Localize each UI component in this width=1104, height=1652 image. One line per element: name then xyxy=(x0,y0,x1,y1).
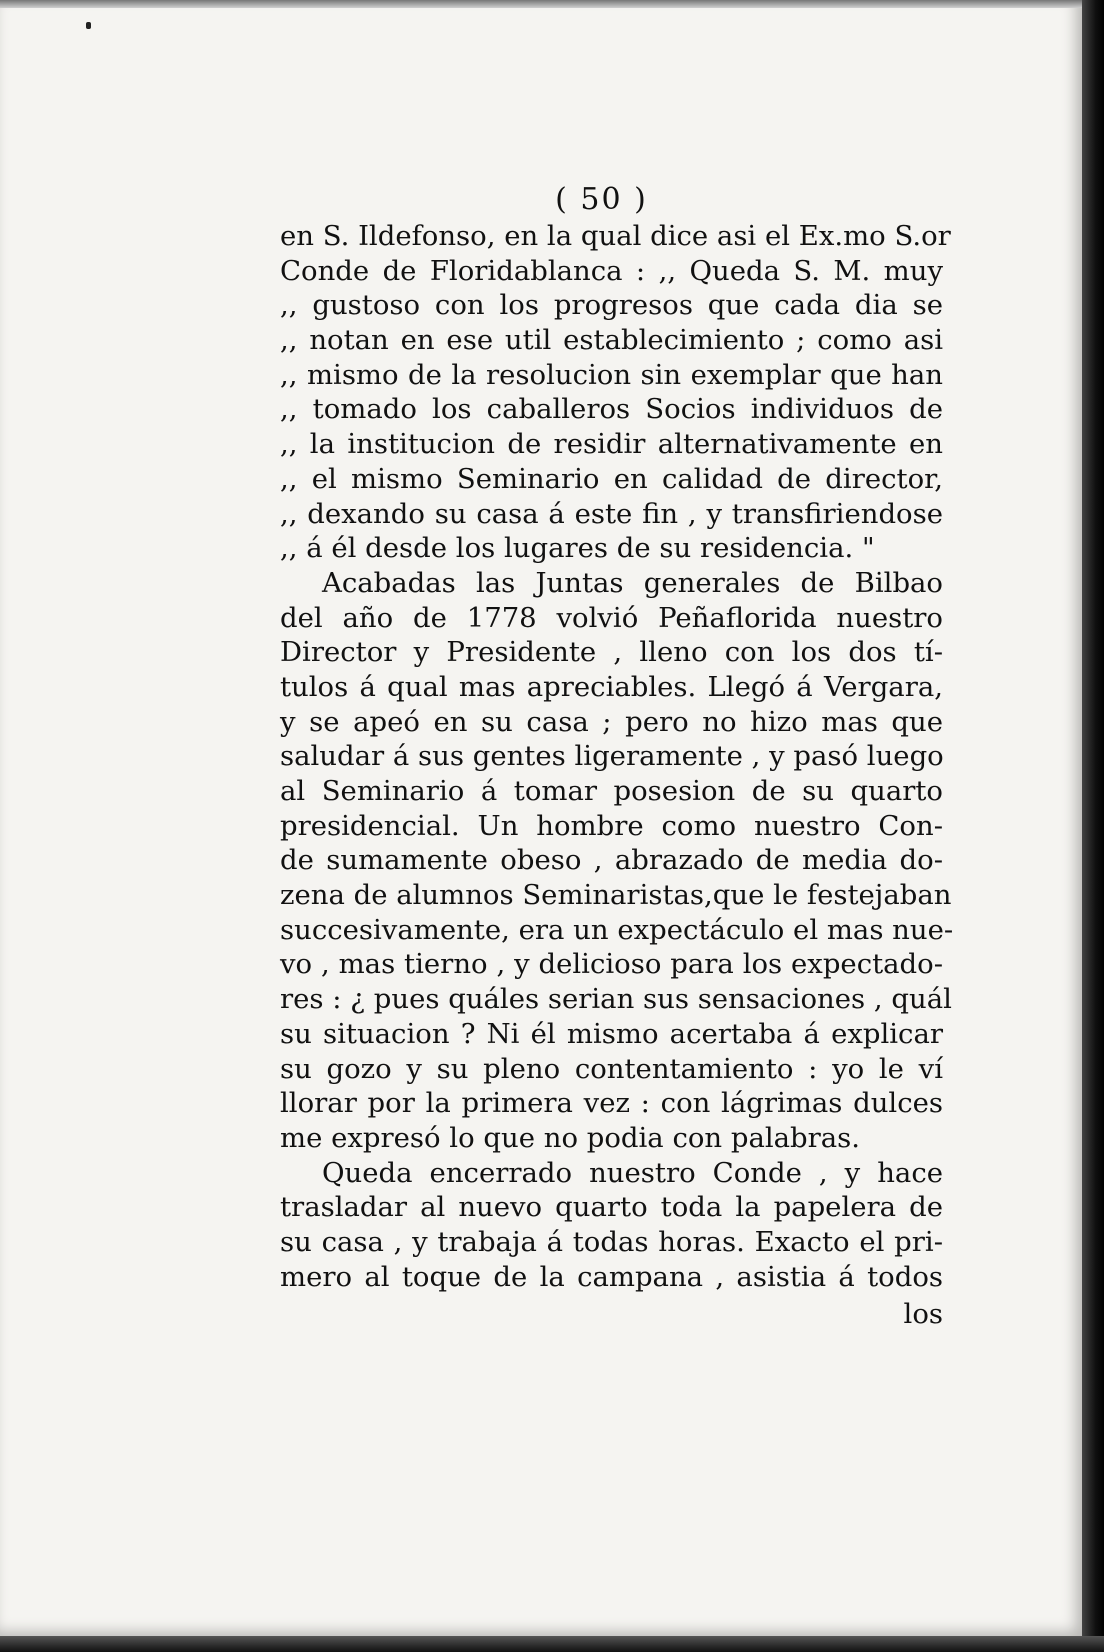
text-line: su casa , y trabaja á todas horas. Exacto el pri- xyxy=(280,1225,943,1258)
text-line: y se apeó en su casa ; pero no hizo mas que xyxy=(280,705,943,738)
catchword-row xyxy=(280,1294,943,1334)
text-line: ,, el mismo Seminario en calidad de director, xyxy=(280,462,943,495)
text-line: ,, mismo de la resolucion sin exemplar que han xyxy=(280,358,943,391)
page-text-block xyxy=(280,182,954,1334)
text-line: zena de alumnos Seminaristas,que le festejaban xyxy=(280,879,952,912)
scan-top-edge xyxy=(0,0,1082,8)
text-line: al Seminario á tomar posesion de su quarto xyxy=(280,775,943,807)
text-line: Conde de Floridablanca : ,, Queda S. M. muy xyxy=(280,254,943,287)
scan-right-edge xyxy=(1082,0,1104,1652)
text-line: saludar á sus gentes ligeramente , y pasó luego xyxy=(280,740,944,773)
text-line: presidencial. Un hombre como nuestro Con- xyxy=(280,809,943,842)
text-line: ,, tomado los caballeros Socios individuos de xyxy=(280,393,943,426)
paragraph-start-line: Acabadas las Juntas generales de Bilbao xyxy=(322,566,943,599)
scan-bottom-edge xyxy=(0,1636,1104,1652)
text-line: ,, dexando su casa á este fin , y transfiriendose xyxy=(280,497,943,530)
text-line: vo , mas tierno , y delicioso para los expectado- xyxy=(280,948,943,981)
text-line: de sumamente obeso , abrazado de media do- xyxy=(280,844,943,877)
text-line: succesivamente, era un expectáculo el mas nue- xyxy=(280,913,954,946)
text-line: ,, gustoso con los progresos que cada dia se xyxy=(280,289,943,322)
text-line: res : ¿ pues quáles serian sus sensaciones , quál xyxy=(280,983,952,1016)
text-line: su gozo y su pleno contentamiento : yo le ví xyxy=(280,1052,943,1085)
text-line: llorar por la primera vez : con lágrimas dulces xyxy=(280,1087,943,1120)
ink-speck xyxy=(86,22,91,29)
text-line: trasladar al nuevo quarto toda la papelera de xyxy=(280,1191,943,1224)
text-line: me expresó lo que no podia con palabras. xyxy=(280,1121,861,1154)
text-line: su situacion ? Ni él mismo acertaba á explicar xyxy=(280,1017,943,1050)
paragraph-start-line: Queda encerrado nuestro Conde , y hace xyxy=(322,1156,943,1189)
page-number: ( 50 ) xyxy=(555,182,648,217)
text-line: del año de 1778 volvió Peñaflorida nuestro xyxy=(280,601,943,634)
catchword: los xyxy=(903,1298,943,1331)
text-line: ,, á él desde los lugares de su residencia. " xyxy=(280,532,875,565)
text-line: en S. Ildefonso, en la qual dice asi el Ex.mo S.or xyxy=(280,220,951,252)
text-line: ,, notan en ese util establecimiento ; como asi xyxy=(280,324,943,357)
text-line: tulos á qual mas apreciables. Llegó á Vergara, xyxy=(280,670,943,703)
text-line: Director y Presidente , lleno con los dos tí- xyxy=(280,636,943,669)
text-line: ,, la institucion de residir alternativamente en xyxy=(280,428,943,461)
text-line: mero al toque de la campana , asistia á todos xyxy=(280,1260,943,1293)
